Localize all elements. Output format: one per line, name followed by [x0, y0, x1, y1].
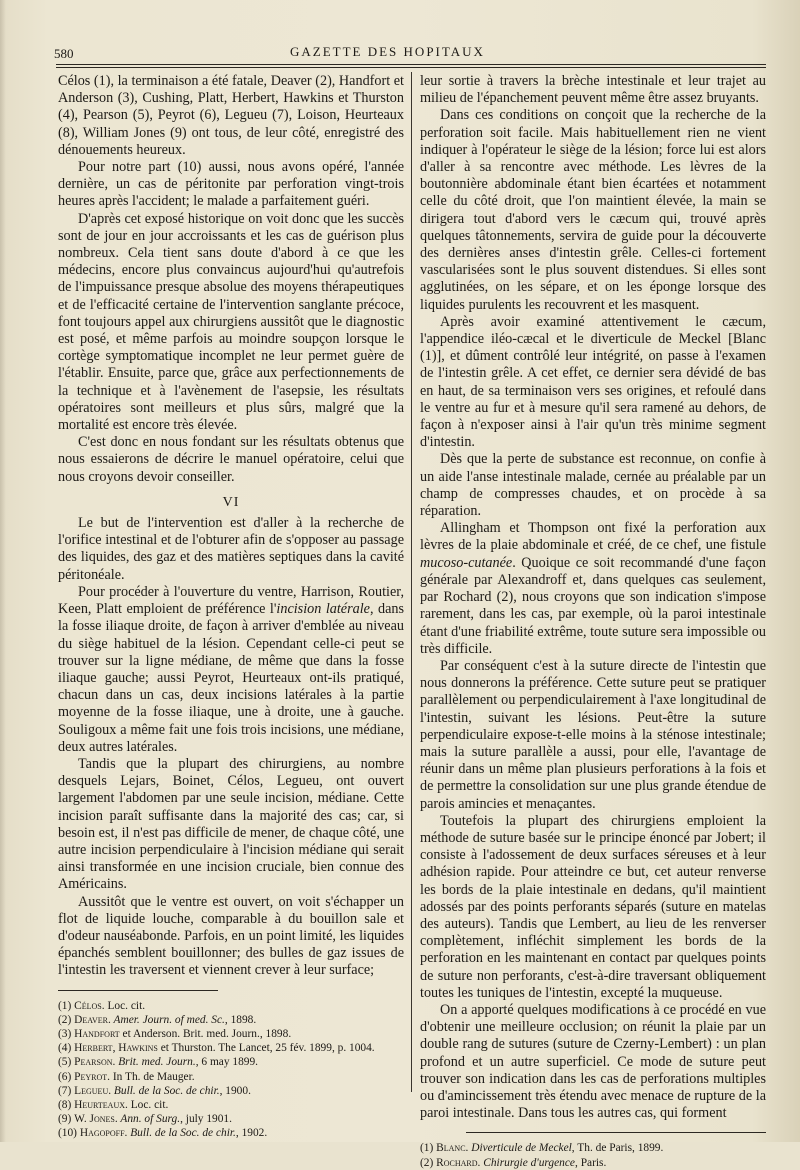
footnote-title: Amer. Journ. of med. Sc.	[110, 1013, 225, 1026]
paragraph-incision	[58, 584, 404, 756]
paragraph: Aussitôt que le ventre est ouvert, on voit s'échapper un flot de liquide louche, comparable à du bouillon sale et d'odeur nauséabonde. Parfois, en un point limité, les liquides épanchés semblent bouillonner; des bulles de gaz issues de l'intestin les traversent et viennent crever à leur surface;	[58, 893, 404, 979]
footnote	[58, 999, 404, 1013]
footnote-number: (1)	[58, 999, 72, 1012]
header-rule-top	[56, 64, 766, 65]
footnote-number: (3)	[58, 1027, 72, 1040]
footnote-rest: et Anderson. Brit. med. Journ., 1898.	[119, 1027, 292, 1040]
footnote-rest: et Thurston. The Lancet, 25 fév. 1899, p. 1004.	[157, 1042, 375, 1055]
paragraph: Toutefois la plupart des chirurgiens emploient la méthode de suture basée sur le principe énoncé par Jobert; il consiste à l'adossement de deux surfaces séreuses et à leur adhésion rapide. Pour atteindre ce but, cet auteur renverse les bords de la plaie intestinale en dedans, qu'il maintient adossés par des points perforants séparés (suture en matelas des auteurs). Tandis que Lembert, au lieu de les renverser complètement, infléchit simplement les bords de la perforation en les maintenant en contact par quelques points de suture non perforants, c'est-à-dire traversant obliquement toutes les tuniques de l'intestin, excepté la muqueuse.	[420, 812, 766, 1001]
footnote	[58, 1112, 404, 1126]
footnote-author: Hagopoff.	[79, 1127, 128, 1140]
footnote-rest: , Th. de Paris, 1899.	[571, 1142, 664, 1155]
paragraph: C'est donc en nous fondant sur les résultats obtenus que nous essaierons de décrire le manuel opératoire, celui que nous croyons devoir conseiller.	[58, 434, 404, 485]
footnote-number: (9)	[58, 1113, 72, 1126]
footnote-rest: Loc. cit.	[104, 999, 146, 1012]
footnote-rest: , 1902.	[235, 1127, 268, 1140]
footnote-title: Bull. de la Soc. de chir.	[111, 1084, 220, 1097]
footnote-rest: , 6 may 1899.	[195, 1056, 259, 1069]
column-divider	[411, 72, 412, 1092]
footnote-number: (8)	[58, 1098, 72, 1111]
footnote	[58, 1126, 404, 1140]
footnote-rest: Loc. cit.	[127, 1098, 169, 1111]
footnote-number: (2)	[420, 1156, 434, 1169]
footnote-author: Handfort	[74, 1027, 120, 1040]
left-column	[58, 73, 404, 1141]
footnote-author: Heurteaux.	[74, 1098, 128, 1111]
paragraph: Dans ces conditions on conçoit que la recherche de la perforation soit facile. Mais habituellement rien ne vient indiquer à l'opérateur le siège de la lésion; force lui est alors d'aller à sa rencontre avec méthode. Les lèvres de la boutonnière abdominale étant bien écartées et notamment celle du côté droit, que l'on maintient élevée, la main se dirigera tout d'abord vers le cæcum qui, trouvé après quelques tâtonnements, servira de guide pour la découverte des dernières anses d'intestin grêle. Celles-ci fortement vascularisées sont le plus souvent distendues. Si elles sont agglutinées, on les sépare, et on les éponge lorsque des liquides purulents les recouvrent et les masquent.	[420, 107, 766, 313]
footnote-title: Chirurgie d'urgence	[480, 1156, 575, 1169]
right-column	[420, 73, 766, 1170]
footnote	[58, 1041, 404, 1055]
footnote-author: Deaver.	[74, 1013, 111, 1026]
footnote	[58, 1098, 404, 1112]
footnote-rest: , Paris.	[575, 1156, 607, 1169]
italic-term: mucoso-cutanée	[420, 554, 513, 571]
footnote	[58, 1070, 404, 1084]
footnote	[58, 1027, 404, 1041]
footnote-rest: , 1898.	[224, 1013, 257, 1026]
text-run: Pour procéder à l'ouverture du ventre, Harrison, Routier, Keen, Platt emploient de préférence l'	[58, 583, 404, 618]
footnote-author: Blanc.	[436, 1142, 469, 1155]
text-run: , dans la fosse iliaque droite, de façon à arriver d'emblée au niveau du siège habituel de la lésion. Cependant celle-ci peut se trouver sur la ligne médiane, de même que dans la fosse iliaque gauche; aussi Peyrot, Heurteaux ont-ils pratiqué, chacun dans un cas, deux incisions latérales à la partie moyenne de la fosse iliaque, une à droite, une à gauche. Souligoux a même fait une fois trois incisions, une médiane, deux autres latérales.	[58, 601, 404, 755]
footnote	[58, 1084, 404, 1098]
footnote-author: Rochard.	[436, 1156, 481, 1169]
header-rule-bottom	[56, 67, 766, 68]
footnote-author: Peyrot.	[74, 1070, 111, 1083]
footnote-title: Diverticule de Meckel	[468, 1142, 572, 1155]
footnote	[58, 1055, 404, 1069]
footnote-author: W. Jones.	[74, 1113, 118, 1126]
footnote	[420, 1156, 766, 1170]
footnote-number: (5)	[58, 1056, 72, 1069]
paragraph: On a apporté quelques modifications à ce procédé en vue d'obtenir une meilleure occlusion; on réunit la plaie par un double rang de sutures (suture de Czerny-Lembert) : un plan profond et un autre superficiel. Ce mode de suture peut trouver son indication dans les cas de perforations multiples ou d'amincissement très étendu avec menace de rupture de la paroi intestinale. Dans tous les autres cas, qui forment	[420, 1001, 766, 1122]
footnote-title: Brit. med. Journ.	[115, 1056, 196, 1069]
footnote-author: Pearson.	[74, 1056, 116, 1069]
footnote	[58, 1013, 404, 1027]
footnote-number: (10)	[58, 1127, 77, 1140]
running-title: GAZETTE DES HOPITAUX	[290, 44, 485, 59]
paragraph: Pour notre part (10) aussi, nous avons opéré, l'année dernière, un cas de péritonite par perforation vingt-trois heures après l'accident; le malade a parfaitement guéri.	[58, 159, 404, 210]
paragraph-allingham	[420, 520, 766, 658]
footnote-author: Legueu.	[74, 1084, 112, 1097]
footnote	[420, 1141, 766, 1155]
paragraph: Dès que la perte de substance est reconnue, on confie à un aide l'anse intestinale malade, cernée au préalable par un champ de compresses chaudes, et on procède à sa réparation.	[420, 451, 766, 520]
paragraph: Par conséquent c'est à la suture directe de l'intestin que nous donnerons la préférence. Cette suture peut se pratiquer parallèlement ou perpendiculairement à l'axe longitudinal de l'intestin, suivant les lésions. Peut-être la suture perpendiculaire expose-t-elle moins à la sténose intestinale; mais la suture parallèle a aussi, pour elle, l'avantage de réunir dans un même plan plusieurs perforations à la fois et de permettre la consolidation sur une plus grande étendue de parois amincies et menaçantes.	[420, 657, 766, 812]
page-number: 580	[54, 46, 74, 61]
footnote-author: Célos.	[74, 999, 105, 1012]
footnote-rest: , 1900.	[219, 1084, 251, 1097]
footnote-rest: In Th. de Mauger.	[110, 1070, 195, 1083]
footnote-number: (1)	[420, 1142, 434, 1155]
page-edge-shadow	[0, 0, 6, 1142]
text-run: Allingham et Thompson ont fixé la perforation aux lèvres de la plaie abdominale et créé, de ce chef, une fistule	[420, 520, 766, 554]
section-title: VI	[222, 494, 240, 510]
footnote-rest: , july 1901.	[180, 1113, 232, 1126]
paragraph: Tandis que la plupart des chirurgiens, au nombre desquels Lejars, Boinet, Célos, Legueu, ont ouvert largement l'abdomen par une seule incision, médiane. Cette incision paraît suffisante dans la majorité des cas; car, si besoin est, il n'est pas difficile de mener, de chaque côté, une autre incision perpendiculaire à l'incision médiane qui serait ainsi transformée en une incision cruciale, bien connue des Américains.	[58, 755, 404, 893]
text-run: . Quoique ce soit recommandé d'une façon générale par Alexandroff et, dans quelques cas seulement, par Rochard (2), nous croyons que son indication s'impose rarement, dans les cas, par exemple, où la paroi intestinale étant d'une friabilité extrême, toute suture sera impossible ou très difficile.	[420, 554, 766, 657]
footnotes-left	[58, 999, 404, 1141]
paragraph: leur sortie à travers la brèche intestinale et leur trajet au milieu de l'épanchement peuvent même être assez bruyants.	[420, 73, 766, 107]
paragraph: Célos (1), la terminaison a été fatale, Deaver (2), Handfort et Anderson (3), Cushing, Platt, Herbert, Hawkins et Thurston (4), Pearson (5), Peyrot (6), Legueu (7), Loison, Heurteaux (8), William Jones (9) ont tous, de leur côté, enregistré des dénouements heureux.	[58, 73, 404, 158]
footnote-rule	[58, 990, 218, 991]
italic-term: incision latérale	[276, 601, 370, 618]
footnote-title: Bull. de la Soc. de chir.	[127, 1127, 236, 1140]
footnote-rule	[466, 1132, 766, 1133]
footnote-title: Ann. of Surg.	[117, 1113, 181, 1126]
paragraph: D'après cet exposé historique on voit donc que les succès sont de jour en jour accroissants et les cas de guérison plus nombreux. Cela tient sans doute d'abord à ce que les médecins, encore plus convaincus aujourd'hui qu'autrefois de l'impuissance presque absolue des moyens thérapeutiques et de l'efficacité certaine de l'intervention sanglante précoce, font toujours appel aux chirurgiens aussitôt que le diagnostic est posé, et même parfois au moindre soupçon lorsque le cortège symptomatique incomplet ne leur permet guère de l'établir. Ensuite, parce que, grâce aux perfectionnements de la technique et à l'avènement de l'asepsie, les résultats opératoires sont meilleurs et plus sûrs, malgré que la mortalité est encore très élevée.	[58, 210, 404, 434]
paragraph: Après avoir examiné attentivement le cæcum, l'appendice iléo-cæcal et le diverticule de Meckel [Blanc (1)], et dûment contrôlé leur intégrité, on passe à l'examen de l'intestin grêle. A cet effet, ce dernier sera dévidé de bas en haut, de sa terminaison vers ses origines, et refoulé dans le ventre au fur et à mesure qu'il sera ramené au dehors, de façon à n'exposer ainsi à l'air qu'un très minime segment d'intestin.	[420, 313, 766, 451]
paragraph: Le but de l'intervention est d'aller à la recherche de l'orifice intestinal et de l'obturer afin de s'opposer au passage des liquides, des gaz et des matières septiques dans la cavité péritonéale.	[58, 515, 404, 583]
footnotes-right	[420, 1141, 766, 1169]
footnote-author: Herbert, Hawkins	[74, 1042, 158, 1055]
footnote-number: (6)	[58, 1070, 72, 1083]
footnote-number: (4)	[58, 1042, 72, 1055]
footnote-number: (7)	[58, 1084, 72, 1097]
footnote-number: (2)	[58, 1013, 72, 1026]
